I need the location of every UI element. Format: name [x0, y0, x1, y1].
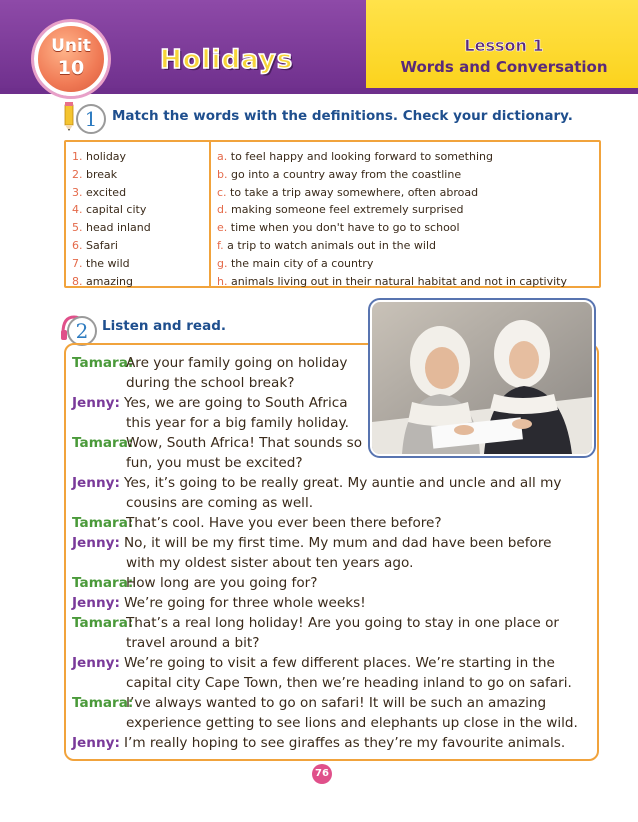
dialogue-line: Jenny: Yes, it’s going to be really great. My auntie and uncle and all my — [72, 475, 562, 491]
dialogue-line: Jenny: No, it will be my first time. My mum and dad have been before — [72, 535, 552, 551]
dialogue-line: Jenny: We’re going for three whole weeks! — [72, 595, 366, 611]
definition-item: g. the main city of a country — [217, 256, 374, 270]
definition-item: e. time when you don't have to go to school — [217, 221, 460, 235]
word-item: 4. capital city — [72, 203, 147, 217]
speaker-tamara: Tamara: — [72, 615, 134, 631]
speaker-tamara: Tamara: — [72, 435, 134, 451]
speaker-jenny: Jenny: — [72, 475, 120, 491]
word-item: 3. excited — [72, 185, 127, 199]
word-item: 1. holiday — [72, 150, 127, 163]
dialogue-continuation: during the school break? — [126, 375, 295, 391]
dialogue-continuation: this year for a big family holiday. — [126, 415, 349, 431]
speaker-tamara: Tamara: — [72, 515, 134, 531]
definition-item: f. a trip to watch animals out in the wild — [217, 238, 436, 252]
header-divider — [0, 88, 638, 94]
unit-label: Unit — [51, 36, 91, 56]
dialogue-line: Jenny: Yes, we are going to South Africa — [72, 395, 348, 411]
section-2-instruction: Listen and read. — [102, 318, 226, 334]
unit-badge — [34, 22, 108, 96]
speaker-tamara: Tamara: — [72, 575, 134, 591]
speaker-jenny: Jenny: — [72, 595, 120, 611]
definition-item: b. go into a country away from the coastline — [217, 167, 462, 181]
speaker-tamara: Tamara: — [72, 355, 134, 371]
students-illustration — [372, 302, 592, 454]
definition-item: a. to feel happy and looking forward to something — [217, 150, 493, 163]
word-item: 8. amazing — [72, 274, 133, 288]
dialogue-line: Tamara:That’s cool. Have you ever been there before? — [72, 515, 442, 531]
speaker-jenny: Jenny: — [72, 735, 120, 751]
definition-item: c. to take a trip away somewhere, often abroad — [217, 185, 479, 199]
section-1-number: 1 — [76, 104, 106, 134]
definitions-column — [211, 142, 599, 292]
dialogue-line: Tamara:Are your family going on holiday — [72, 355, 348, 371]
word-item: 2. break — [72, 167, 118, 181]
word-item: 5. head inland — [72, 221, 151, 235]
dialogue-continuation: fun, you must be excited? — [126, 455, 303, 471]
dialogue-continuation: capital city Cape Town, then we’re heading inland to go on safari. — [126, 675, 572, 691]
speaker-jenny: Jenny: — [72, 395, 120, 411]
speaker-jenny: Jenny: — [72, 655, 120, 671]
dialogue-line: Tamara:Wow, South Africa! That sounds so — [72, 435, 363, 451]
section-1-instruction: Match the words with the definitions. Check your dictionary. — [112, 108, 573, 124]
section-2-number: 2 — [67, 316, 97, 346]
dialogue-continuation: cousins are coming as well. — [126, 495, 314, 511]
definition-item: h. animals living out in their natural habitat and not in captivity — [217, 274, 567, 288]
lesson-number: Lesson 1 — [464, 36, 544, 55]
speaker-jenny: Jenny: — [72, 535, 120, 551]
lesson-name: Words and Conversation — [400, 58, 608, 76]
definition-item: d. making someone feel extremely surprised — [217, 203, 464, 217]
dialogue-continuation: travel around a bit? — [126, 635, 260, 651]
pencil-icon — [64, 101, 74, 131]
dialogue-line: Tamara:I’ve always wanted to go on safari! It will be such an amazing — [72, 695, 547, 711]
dialogue-line: Jenny: We’re going to visit a few different places. We’re starting in the — [72, 655, 555, 671]
dialogue-line: Tamara:How long are you going for? — [72, 575, 318, 591]
dialogue-continuation: with my oldest sister about ten years ago. — [126, 555, 414, 571]
students-photo — [370, 300, 594, 456]
dialogue-continuation: experience getting to see lions and elephants up close in the wild. — [126, 715, 578, 731]
words-column — [66, 142, 211, 286]
dialogue-line: Jenny: I’m really hoping to see giraffes as they’re my favourite animals. — [72, 735, 566, 751]
unit-number: 10 — [57, 57, 85, 79]
page-number: 76 — [312, 764, 332, 784]
match-table — [64, 140, 601, 288]
dialogue-line: Tamara:That’s a real long holiday! Are you going to stay in one place or — [72, 615, 560, 631]
word-item: 7. the wild — [72, 256, 130, 270]
speaker-tamara: Tamara: — [72, 695, 134, 711]
unit-title: Holidays — [160, 45, 294, 75]
word-item: 6. Safari — [72, 238, 118, 252]
